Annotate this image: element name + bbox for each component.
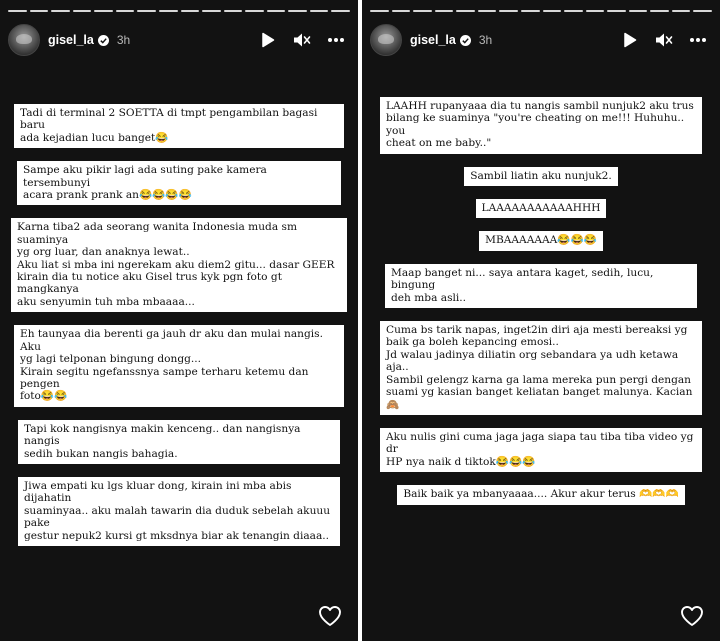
username[interactable]: gisel_la [410, 33, 456, 47]
caption-box: Baik baik ya mbanyaaaa.... Akur akur terus 🫶🫶🫶 [397, 485, 684, 504]
avatar[interactable] [370, 24, 402, 56]
verified-badge-icon [98, 35, 109, 46]
caption-box: Eh taunyaa dia berenti ga jauh dr aku dan mulai nangis. Aku yg lagi telponan bingung dongg... Kirain segitu ngefanssnya sampe terharu ketemu dan pengen foto😂😂 [14, 325, 344, 406]
caption-stack [362, 97, 720, 505]
caption-box: Sambil liatin aku nunjuk2. [464, 167, 618, 186]
post-time: 3h [478, 33, 493, 47]
caption-box: Maap banget ni... saya antara kaget, sedih, lucu, bingung deh mba asli.. [385, 264, 697, 308]
more-options-icon[interactable] [326, 30, 346, 50]
caption-box: Cuma bs tarik napas, inget2in diri aja mesti bereaksi yg baik ga boleh kepancing emosi.. Jd walau jadinya diliatin org sebandara ya udh ketawa aja.. Sambil gelengz karna ga lama mereka pun pergi dengan suami yg kasian banget keliatan banget malunya. Kacian🙈 [380, 321, 702, 415]
play-icon[interactable] [258, 30, 278, 50]
more-options-icon[interactable] [688, 30, 708, 50]
story-header [370, 24, 712, 56]
caption-stack [0, 104, 358, 546]
mute-icon[interactable] [292, 30, 312, 50]
story-panel-right[interactable] [362, 0, 720, 641]
like-heart-icon[interactable] [680, 605, 704, 627]
post-time: 3h [116, 33, 131, 47]
caption-box: Jiwa empati ku lgs kluar dong, kirain ini mba abis dijahatin suaminyaa.. aku malah tawarin dia duduk sebelah akuuu pake gestur nepuk2 kursi gt mksdnya biar ak tenangin diaaa.. [18, 477, 340, 546]
play-icon[interactable] [620, 30, 640, 50]
caption-box: LAAAAAAAAAAAHHH [476, 199, 607, 218]
caption-box: Sampe aku pikir lagi ada suting pake kamera tersembunyi acara prank prank an😂😂😂😂 [17, 161, 341, 205]
avatar[interactable] [8, 24, 40, 56]
story-progress-bar [8, 10, 350, 12]
story-header [8, 24, 350, 56]
caption-box: Aku nulis gini cuma jaga jaga siapa tau tiba tiba video yg dr HP nya naik d tiktok😂😂😂 [380, 428, 702, 472]
story-panel-left[interactable] [0, 0, 358, 641]
verified-badge-icon [460, 35, 471, 46]
story-progress-bar [370, 10, 712, 12]
like-heart-icon[interactable] [318, 605, 342, 627]
caption-box: MBAAAAAAA😂😂😂 [479, 231, 603, 250]
mute-icon[interactable] [654, 30, 674, 50]
caption-box: Tapi kok nangisnya makin kenceng.. dan nangisnya nangis sedih bukan nangis bahagia. [18, 420, 340, 464]
caption-box: Tadi di terminal 2 SOETTA di tmpt pengambilan bagasi baru ada kejadian lucu banget😂 [14, 104, 344, 148]
username[interactable]: gisel_la [48, 33, 94, 47]
caption-box: LAAHH rupanyaaa dia tu nangis sambil nunjuk2 aku trus bilang ke suaminya "you're cheating on me!!! Huhuhu.. you cheat on me baby.." [380, 97, 702, 154]
caption-box: Karna tiba2 ada seorang wanita Indonesia muda sm suaminya yg org luar, dan anaknya lewat.. Aku liat si mba ini ngerekam aku diem2 gitu... dasar GEER kirain dia tu notice aku Gisel trus kyk pgn foto gt mangkanya aku senyumin tuh mba mbaaaa... [11, 218, 347, 312]
